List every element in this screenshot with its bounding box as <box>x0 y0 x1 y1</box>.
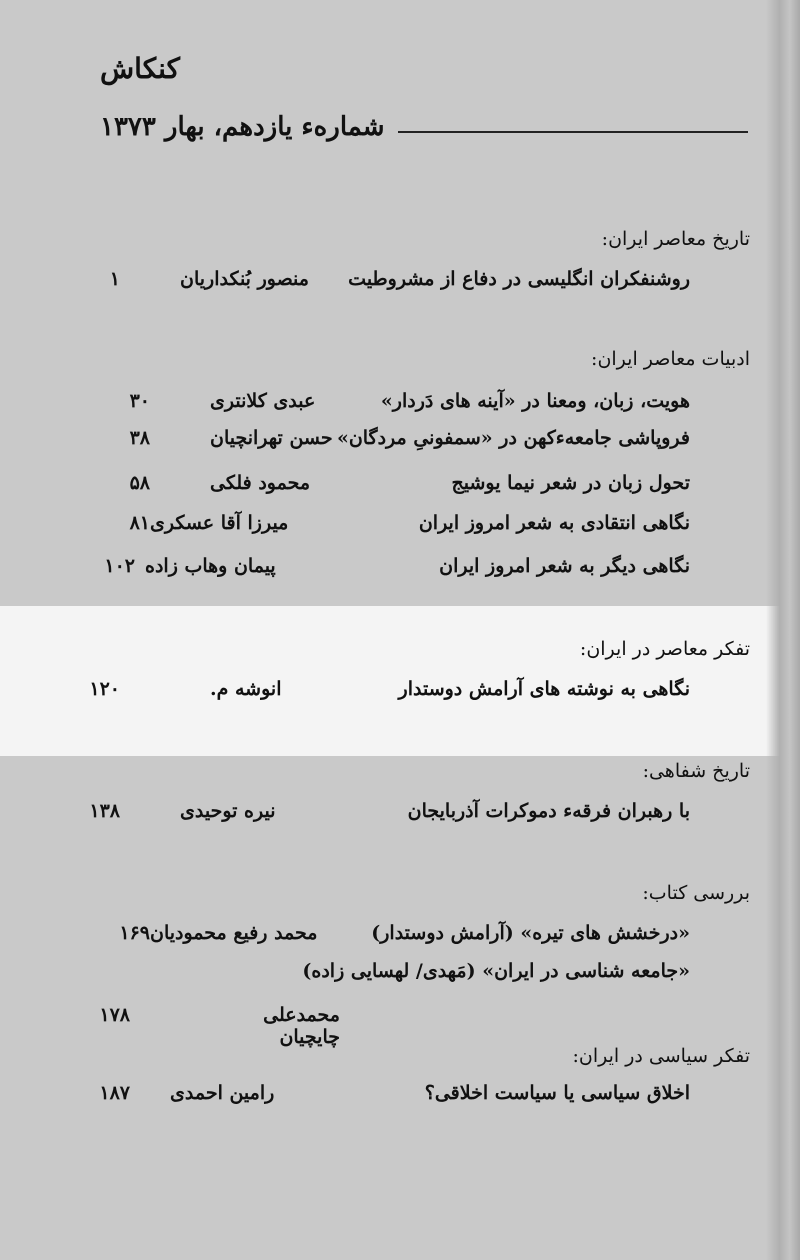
entry-title: نگاهی انتقادی به شعر امروز ایران <box>418 512 690 534</box>
toc-entry <box>60 960 690 994</box>
entry-title: نگاهی دیگر به شعر امروز ایران <box>439 555 690 577</box>
toc-entry <box>60 922 690 956</box>
toc-entry <box>60 555 690 589</box>
toc-entry <box>60 390 690 424</box>
entry-title: «درخشش های تیره» (آرامش دوستدار) <box>371 922 690 944</box>
issue-label: شماره‌ء یازدهم، بهار ۱۳۷۳ <box>100 112 385 142</box>
entry-page: ۱۲۰ <box>89 678 120 700</box>
entry-title: اخلاق سیاسی یا سیاست اخلاقی؟ <box>424 1082 690 1104</box>
entry-author: رامین احمدی <box>170 1082 275 1104</box>
journal-title: کنکاش <box>100 52 180 85</box>
entry-author: پیمان وهاب زاده <box>145 555 276 577</box>
toc-entry <box>60 1082 690 1116</box>
section-heading: بررسی کتاب: <box>642 882 750 904</box>
entry-title: تحول زبان در شعر نیما یوشیج <box>451 472 690 494</box>
toc-entry <box>60 268 690 302</box>
section-heading: تاریخ شفاهی: <box>642 760 750 782</box>
entry-page: ۵۸ <box>129 472 150 494</box>
toc-entry <box>60 1004 690 1048</box>
toc-entry <box>60 427 690 461</box>
entry-title: نگاهی به نوشته های آرامش دوستدار <box>398 678 690 700</box>
entry-author: حسن تهرانچیان <box>210 427 333 449</box>
entry-title: فروپاشی جامعه‌ءکهن در «سمفونیِ مردگان» <box>336 427 690 449</box>
entry-author: عبدی کلانتری <box>210 390 316 412</box>
entry-page: ۳۸ <box>129 427 150 449</box>
entry-page: ۱۷۸ <box>99 1004 130 1026</box>
entry-title: با رهبران فرقه‌ء دموکرات آذربایجان <box>407 800 690 822</box>
entry-author: محمود فلکی <box>210 472 311 494</box>
entry-page: ۱۰۲ <box>104 555 135 577</box>
entry-author: میرزا آقا عسکری <box>150 512 289 534</box>
entry-author: منصور بُنکداریان <box>180 268 309 290</box>
toc-entry <box>60 512 690 546</box>
section-heading: تفکر معاصر در ایران: <box>579 638 750 660</box>
issue-rule <box>398 131 748 133</box>
section-heading: تاریخ معاصر ایران: <box>601 228 750 250</box>
section-heading: تفکر سیاسی در ایران: <box>572 1045 750 1067</box>
entry-title: هویت، زبان، ومعنا در «آینه های دَردار» <box>380 390 690 412</box>
entry-page: ۸۱ <box>129 512 150 534</box>
entry-author: محمد رفیع محمودیان <box>150 922 318 944</box>
entry-page: ۱۸۷ <box>99 1082 130 1104</box>
page-edge <box>766 0 800 1260</box>
entry-page: ۱ <box>109 268 120 290</box>
entry-page: ۱۶۹ <box>119 922 150 944</box>
entry-author: نیره توحیدی <box>180 800 276 822</box>
entry-page: ۳۰ <box>129 390 150 412</box>
toc-entry <box>60 472 690 506</box>
entry-author: محمدعلی چایچیان <box>263 1004 340 1048</box>
section-heading: ادبیات معاصر ایران: <box>591 348 750 370</box>
entry-author: انوشه م. <box>210 678 282 700</box>
entry-page: ۱۳۸ <box>89 800 120 822</box>
toc-entry <box>60 678 690 712</box>
toc-entry <box>60 800 690 834</box>
entry-title: «جامعه شناسی در ایران» (مَهدی/ لهسایی زاده) <box>302 960 690 982</box>
entry-title: روشنفکران انگلیسی در دفاع از مشروطیت <box>348 268 690 290</box>
